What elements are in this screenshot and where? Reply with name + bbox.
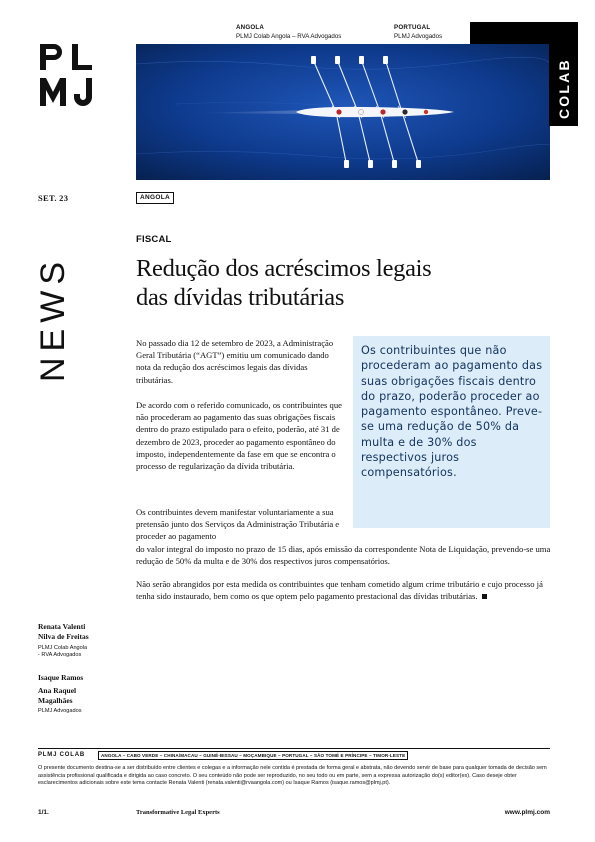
paragraph-1: No passado dia 12 de setembro de 2023, a Administração Geral Tributária (“AGT”) emitiu um comunicado dando nota da redução dos acréscimos legais das dívidas tributárias. [136, 338, 334, 385]
jurisdiction-tag: ANGOLA [136, 192, 174, 204]
plmj-logo-mark [38, 40, 100, 110]
article-title-line1: Redução dos acréscimos legais [136, 255, 432, 282]
author-name: Isaque Ramos [38, 673, 84, 682]
legal-disclaimer: O presente documento destina-se a ser distribuído entre clientes e colegas e a informação nele contida é prestada de forma geral e abstrata, não devendo servir de base para qualquer tomada de decisão sem assistência profissional qualificada e dirigida ao caso concreto. O seu conteúdo não pode ser reproduzido, no seu todo ou em parte, sem a expressa autorização do(s) editor(es). Caso deseje obter esclarecimentos adicionais sobre este tema contacte Renata Valenti (renata.valenti@rvaangola.com) ou Isaque Ramos (isaque.ramos@plmj.pt). [38, 765, 547, 787]
office-angola [236, 24, 341, 40]
author-firm: PLMJ Advogados [38, 708, 82, 714]
pull-quote-text: Os contribuintes que não procederam ao pagamento das suas obrigações fiscais dentro do prazo, poderão proceder ao pagamento espontâneo. Preve-se uma redução de 50% da multa e de 30% dos respectivos juros compensatórios. [361, 344, 543, 480]
footer-divider [38, 748, 550, 749]
colab-vertical-bar [549, 22, 578, 126]
paragraph-4 [136, 578, 552, 602]
author-name: Nilva de Freitas [38, 632, 89, 641]
office-portugal-firm: PLMJ Advogados [394, 33, 443, 40]
issue-date: SET. 23 [38, 193, 69, 203]
hero-image-rowing-boat [136, 44, 550, 180]
end-mark-icon [482, 594, 487, 599]
paragraph-2: De acordo com o referido comunicado, os contribuintes que não procederam ao pagamento das suas obrigações fiscais dentro do prazo estipulado para o efeito, poderão, até 31 de dezembro de 2023, proceder ao pagamento espontâneo do imposto, independentemente da fase em que se encontra o processo de regularização da dívida tributária. [136, 400, 342, 472]
news-vertical-label: NEWS [34, 256, 72, 382]
article-title [136, 254, 496, 312]
colab-label: COLAB [556, 58, 572, 119]
office-angola-firm: PLMJ Colab Angola – RVA Advogados [236, 33, 342, 40]
office-angola-country: ANGOLA [236, 24, 265, 31]
footer-countries: ANGOLA – CABO VERDE – CHINA/MACAU – GUINÉ-BISSAU – MOÇAMBIQUE – PORTUGAL – SÃO TOMÉ E PRÍNCIPE – TIMOR-LESTE [98, 751, 408, 760]
page-number: 1/1. [38, 809, 49, 816]
footer-tagline: Transformative Legal Experts [136, 809, 220, 816]
author-name: Renata Valenti [38, 622, 86, 631]
author-name: Magalhães [38, 696, 73, 705]
hero-photo [136, 44, 550, 180]
author-name: Ana Raquel [38, 686, 77, 695]
section-label: FISCAL [136, 234, 172, 245]
footer-brand: PLMJ COLAB [38, 752, 85, 758]
office-portugal [394, 24, 442, 40]
authors-portugal [38, 673, 118, 715]
website-link[interactable]: www.plmj.com [504, 809, 550, 816]
office-portugal-country: PORTUGAL [394, 24, 431, 31]
authors-angola [38, 622, 118, 659]
plmj-logo [38, 40, 100, 110]
colab-tab [470, 22, 550, 44]
article-title-line2: das dívidas tributárias [136, 284, 345, 311]
author-firm: - RVA Advogados [38, 652, 82, 658]
author-firm: PLMJ Colab Angola [38, 645, 88, 651]
paragraph-4-text: Não serão abrangidos por esta medida os contribuintes que tenham cometido algum crime tributário e cujo processo já tenha sido instaurado, bem como os que optem pelo pagamento prestacional das dívidas tributárias. [136, 579, 543, 602]
paragraph-3-start: Os contribuintes devem manifestar voluntariamente a sua pretensão junto dos Serviços da Administração Tributária e proceder ao pagamento [136, 507, 340, 542]
paragraph-3-end: do valor integral do imposto no prazo de 15 dias, após emissão da correspondente Nota de Liquidação, prevendo-se uma redução de 50% da multa e de 30% dos respectivos juros compensatórios. [136, 544, 551, 567]
